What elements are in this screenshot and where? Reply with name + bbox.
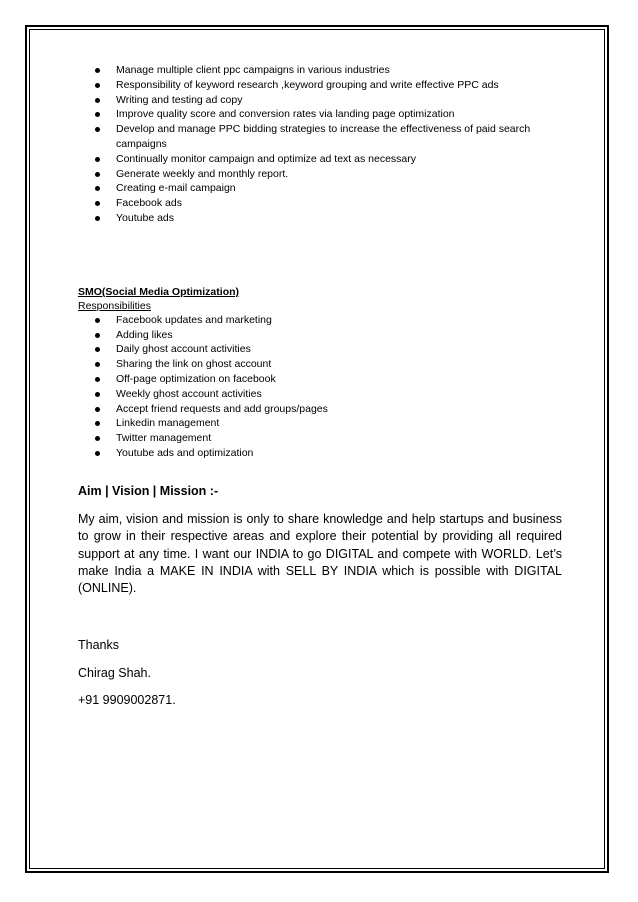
bullet-icon	[95, 68, 100, 73]
list-item	[78, 387, 562, 402]
list-item-text: Continually monitor campaign and optimize ad text as necessary	[116, 152, 416, 165]
list-item-text: Improve quality score and conversion rates via landing page optimization	[116, 108, 455, 121]
contact-phone: +91 9909002871.	[78, 692, 176, 707]
list-item	[78, 328, 562, 343]
list-item-text: Generate weekly and monthly report.	[116, 167, 289, 180]
list-item	[78, 357, 562, 372]
list-item	[78, 342, 562, 357]
document-content	[78, 58, 562, 708]
closing-thanks: Thanks	[78, 637, 119, 652]
bullet-icon	[95, 98, 100, 103]
list-item	[78, 313, 562, 328]
aim-paragraph: My aim, vision and mission is only to share knowledge and help startups and business to grow in their respective areas and explore their potential by providing all required support at any time. I want our INDIA to go DIGITAL and compete with WORLD. Let’s make India a MAKE IN INDIA with SELL BY INDIA which is possible with DIGITAL (ONLINE).	[78, 511, 562, 596]
list-item-text: Twitter management	[116, 432, 212, 445]
list-item-text: Accept friend requests and add groups/pages	[116, 402, 328, 415]
list-item	[78, 431, 562, 446]
bullet-icon	[95, 347, 100, 352]
bullet-icon	[95, 421, 100, 426]
list-item-text: Off-page optimization on facebook	[116, 372, 276, 385]
list-item	[78, 211, 562, 226]
list-item	[78, 416, 562, 431]
list-item	[78, 402, 562, 417]
aim-section-heading: Aim | Vision | Mission :-	[78, 483, 219, 498]
bullet-icon	[95, 186, 100, 191]
list-item-text: Adding likes	[116, 328, 173, 341]
bullet-icon	[95, 216, 100, 221]
smo-responsibilities-list	[78, 313, 562, 461]
bullet-icon	[95, 201, 100, 206]
list-item	[78, 167, 562, 182]
bullet-icon	[95, 112, 100, 117]
ppc-responsibilities-list	[78, 63, 562, 226]
bullet-icon	[95, 83, 100, 88]
list-item	[78, 181, 562, 196]
list-item-text: Linkedin management	[116, 417, 220, 430]
signature-name: Chirag Shah.	[78, 665, 151, 680]
list-item-text: Weekly ghost account activities	[116, 387, 262, 400]
bullet-icon	[95, 157, 100, 162]
bullet-icon	[95, 127, 100, 132]
list-item	[78, 107, 562, 122]
list-item-text: Daily ghost account activities	[116, 343, 251, 356]
bullet-icon	[95, 318, 100, 323]
list-item-text: Youtube ads	[116, 211, 175, 224]
bullet-icon	[95, 333, 100, 338]
list-item-text: Facebook ads	[116, 197, 182, 210]
list-item-text: Youtube ads and optimization	[116, 446, 254, 459]
list-item	[78, 78, 562, 93]
list-item-text: Develop and manage PPC bidding strategies to increase the effectiveness of paid search campaigns	[116, 123, 531, 150]
list-item-text: Responsibility of keyword research ,keyword grouping and write effective PPC ads	[116, 78, 499, 91]
bullet-icon	[95, 407, 100, 412]
list-item-text: Writing and testing ad copy	[116, 93, 243, 106]
responsibilities-subheading: Responsibilities	[78, 299, 151, 312]
list-item-text: Sharing the link on ghost account	[116, 358, 272, 371]
list-item-text: Creating e-mail campaign	[116, 182, 236, 195]
bullet-icon	[95, 362, 100, 367]
list-item	[78, 93, 562, 108]
smo-section-heading: SMO(Social Media Optimization)	[78, 285, 240, 298]
list-item	[78, 446, 562, 461]
list-item-text: Manage multiple client ppc campaigns in various industries	[116, 64, 390, 76]
bullet-icon	[95, 436, 100, 441]
list-item	[78, 372, 562, 387]
bullet-icon	[95, 172, 100, 177]
bullet-icon	[95, 451, 100, 456]
list-item	[78, 196, 562, 211]
bullet-icon	[95, 377, 100, 382]
list-item	[78, 152, 562, 167]
list-item	[78, 122, 562, 152]
list-item	[78, 63, 562, 78]
bullet-icon	[95, 392, 100, 397]
list-item-text: Facebook updates and marketing	[116, 313, 272, 326]
